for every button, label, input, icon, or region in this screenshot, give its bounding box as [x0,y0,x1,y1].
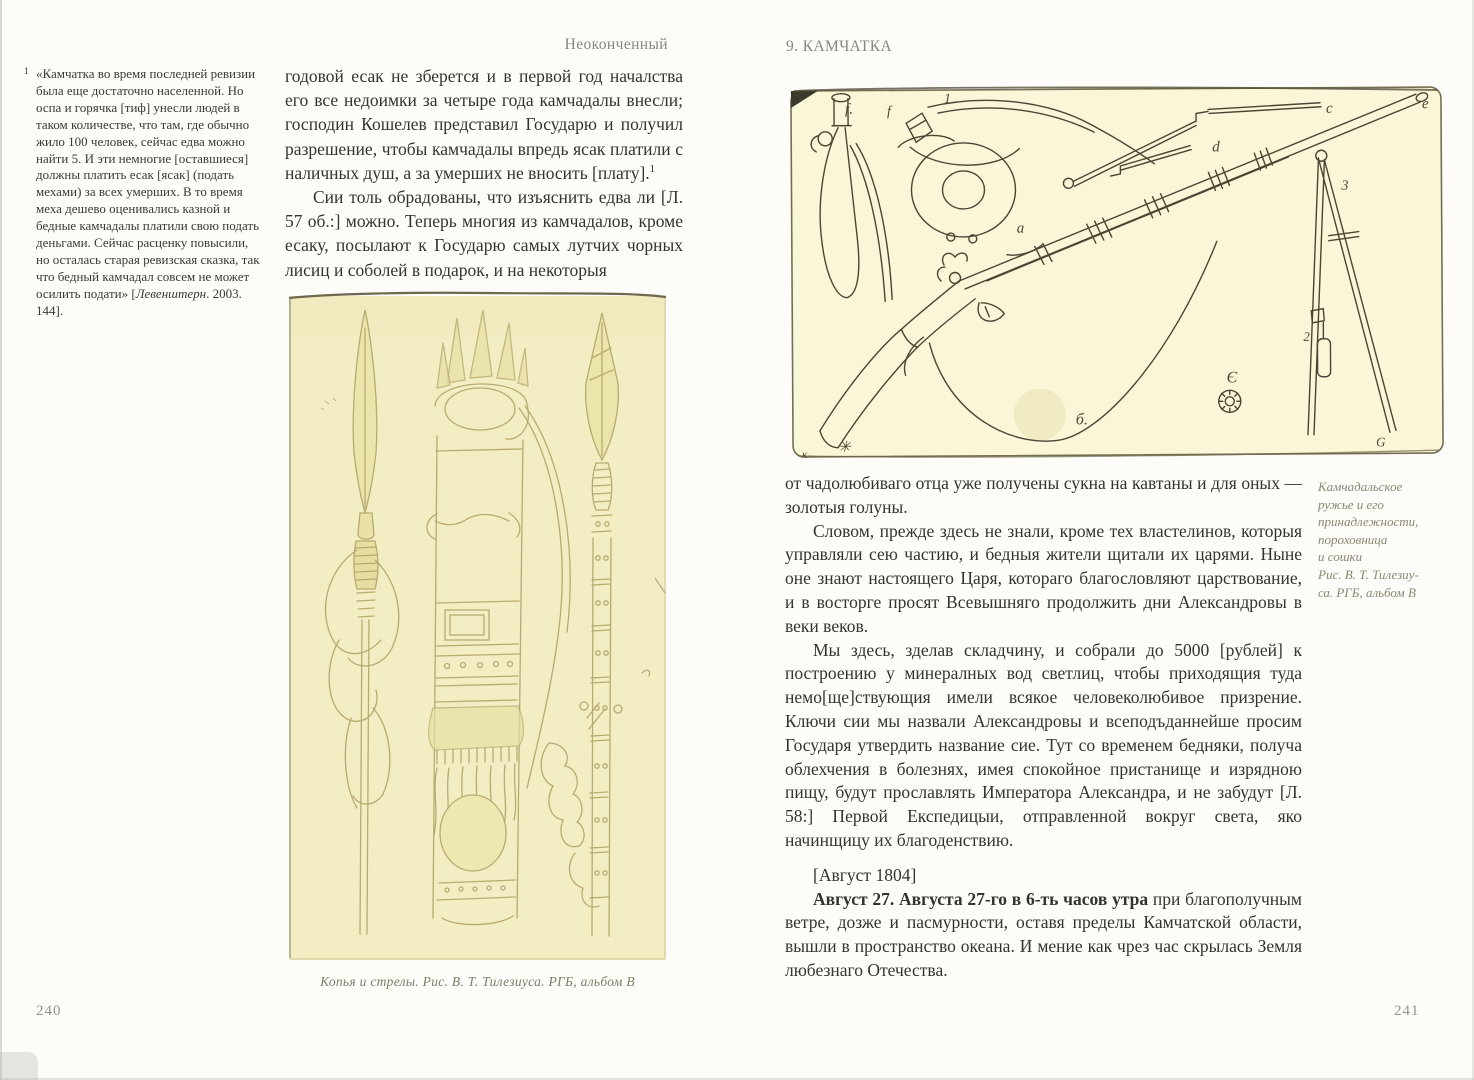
running-head-left: Неоконченный [564,36,668,53]
label-ye: Є [1226,369,1238,387]
running-head-right: 9. КАМЧАТКА [786,38,893,55]
label-1: 1 [943,92,951,108]
figure-caption-rifle [1318,478,1468,601]
caption-line: пороховница [1318,531,1388,547]
label-c: c [1325,100,1333,117]
page-number-left: 240 [36,1003,62,1019]
label-asterisk: ✳ [838,439,851,456]
caption-line: Рис. В. Т. Тилезиу- [1318,566,1419,582]
scan-edge-left [0,0,2,1080]
figure-caption-spears: Копья и стрелы. Рис. В. Т. Тилезиуса. РГБ, альбом В [320,974,635,989]
entry-date-bold: Август 27. Августа 27-го в 6-ть часов утра [813,888,1149,909]
scan-smudge [0,1052,38,1080]
page-number-right: 241 [1394,1003,1420,1019]
paragraph: Сии толь обрадованы, что изъяснить едва ли [Л. 57 об.:] можно. Теперь многия из камчадалов, кроме есаку, посылают к Государю самых лутчих чорных лисиц и соболей в подарок, и на некоторыя [285,187,683,280]
footnote-marker: 1 [24,67,29,77]
label-f: f. [844,101,853,118]
label-b: б. [1075,411,1088,429]
rifle-drawing [788,82,1447,463]
label-g: G [1375,434,1386,450]
right-text-column [785,472,1302,983]
spears-drawing [287,288,668,966]
left-text-column [285,64,683,282]
label-e: e [1421,96,1429,113]
caption-line: Камчадальское [1318,479,1403,494]
footnote-reference: 1 [649,162,656,175]
label-d: d [1212,139,1220,156]
footnote-tail: . 2003. 144]. [36,285,242,318]
paragraph-date-heading: [Август 1804] [813,864,917,885]
label-a: a [1016,220,1025,237]
caption-line: ружье и его [1318,496,1384,512]
margin-footnote [24,66,260,320]
footnote-author: Левенштерн [135,285,207,301]
label-k: к [802,448,808,461]
label-2: 2 [1303,328,1310,344]
footnote-text: «Камчатка во время последней ревизии была еще достаточно населенной. Но оспа и горячка [тиф] унесли людей в таком количестве, что там, где обычно жило 100 человек, сейчас едва можно найти 5. И эти немногие [оставшиеся] должны платить есак [ясак] (подать мехами) за всех умерших. В то время меха дешево оценивались казной и бедные камчадалы платили свою подать деньгами. Сейчас расценку повысили, но осталась старая ревизская сказка, так что бедный камчадал совсем не может осилить подати» [ [36,66,260,301]
paragraph: годовой есак не зберется и в первой год началства его все недоимки за четыре года камчадалы внесли; господин Кошелев представил Государю и получил разрешение, чтобы камчадалы впредь ясак платили с наличных душ, а за умерших не вносить [плату].$^1$ [285,66,683,183]
paragraph: от чадолюбиваго отца уже получены сукна на кавтаны и для оных — золотыя голуны. [785,473,1302,517]
figure-kamchadal-rifle [788,82,1447,463]
paragraph: Мы здесь, зделав складчину, и собрали до 5000 [рублей] к построению у минералных вод светлиц, чтобы приходящия туда немо[ще]ствующия имели всякое человеколюбивое призрение. Ключи сии мы назвали Александровы и всеподъданнейше просим Государя утвердить название сие. Тут со временем бедняки, получа облехчения в болезнях, имея спокойное пристанище и изрядною пищу, будут прославлять Императора Александра, и не забудут [Л. 58:] Первой Експедицыи, отправленной вокруг света, яко начинщицу их благоденствию. [785,639,1302,850]
figure-spears-and-arrows [287,288,668,966]
caption-line: принадлежности, [1318,514,1419,530]
caption-line: са. РГБ, альбом В [1318,584,1416,600]
label-3: 3 [1341,178,1349,194]
paragraph: Словом, прежде здесь не знали, кроме тех властелинов, которыя управляли сею частию, и бедныя жители щитали их царями. Ныне оне знают настоящего Царя, котораго благословляют царствование, и в восторге просят Всевышняго продолжить дни Александровы в веки веков. [785,520,1302,636]
label-f2: f [886,104,891,120]
paragraph: Август 27. Августа 27-го в 6-ть часов утра при благополучным ветре, дозже и пасмурности, оставя пределы Камчатской области, вышли в пространство океана. И мение как чрез час скрылась Земля любезнаго Отечества. [785,888,1302,980]
caption-line: и сошки [1318,549,1363,565]
